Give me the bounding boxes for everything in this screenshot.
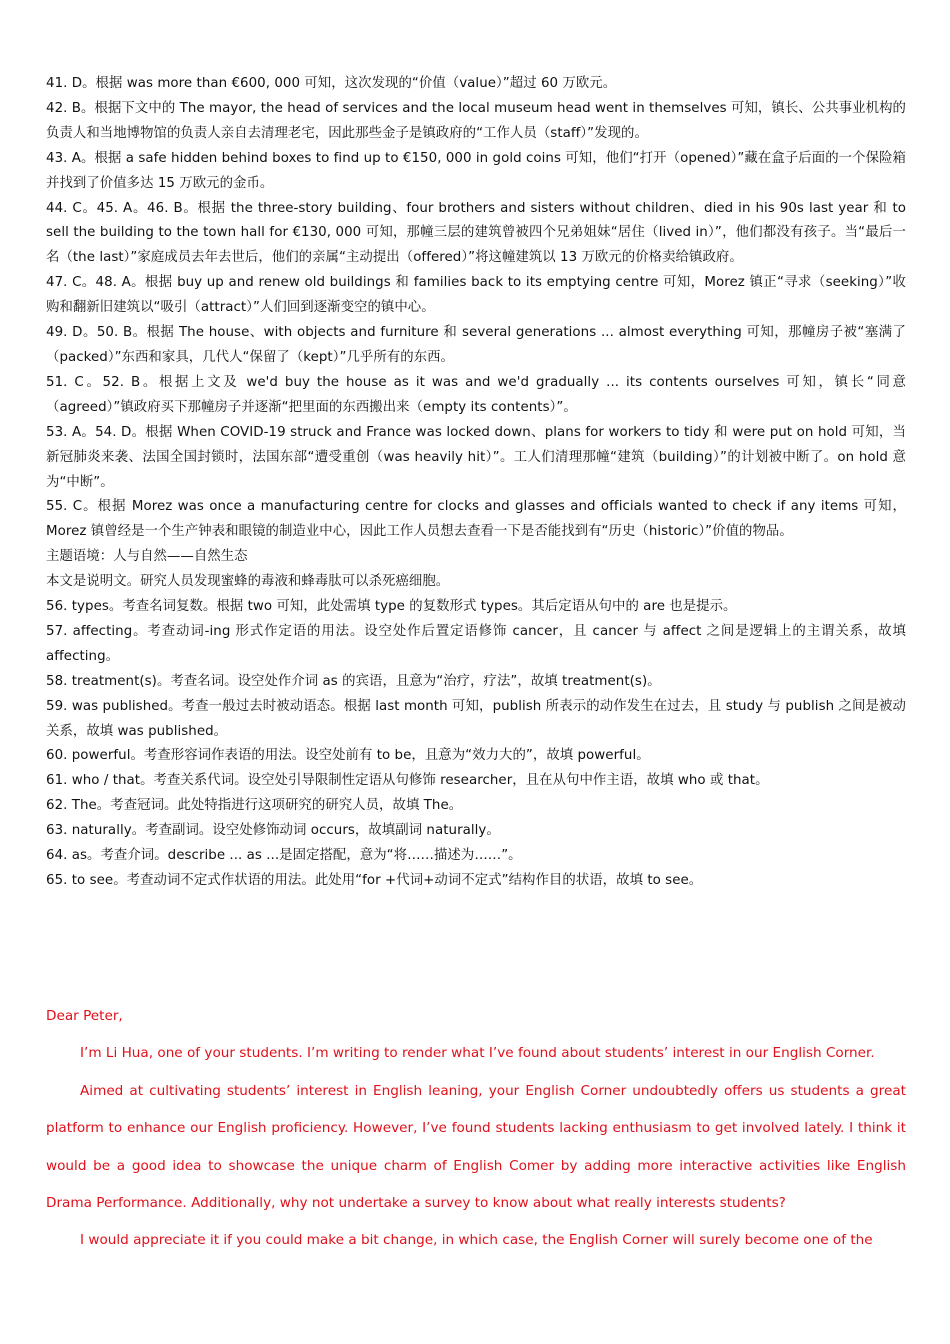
letter-paragraph-1: I’m Li Hua, one of your students. I’m writing to render what I’ve found about students’ interest in our English Corner. bbox=[80, 1045, 875, 1062]
letter-salutation: Dear Peter, bbox=[46, 1008, 123, 1024]
answer-53-54: 53. A。54. D。根据 When COVID-19 struck and France was locked down、plans for workers to tidy 和 were put on hold 可知，当新冠肺炎来袭、法国全国封锁时，法国东部“遭受重创（was heavily hit）”。工人们清理那幢“建筑（building）”的计划被中断了。on hold 意为“中断”。 bbox=[46, 424, 906, 490]
answer-51-52: 51. C。52. B。根据上文及 we'd buy the house as it was and we'd gradually ... its contents ourselves 可知，镇长“同意（agreed）”镇政府买下那幢房子并逐渐“把里面的东西搬出来（empty its contents）”。 bbox=[46, 374, 906, 415]
answer-41: 41. D。根据 was more than €600, 000 可知，这次发现的“价值（value）”超过 60 万欧元。 bbox=[46, 76, 617, 91]
theme-context: 主题语境：人与自然——自然生态 bbox=[46, 549, 248, 565]
letter-paragraph-2: Aimed at cultivating students’ interest in English leaning, your English Corner undoubtedly offers us students a great platform to enhance our English proficiency. However, I’ve found students lacking enthusiasm to get involved lately. I think it would be a good idea to showcase the unique charm of English Comer by adding more interactive activities like English Drama Performance. Additionally, why not undertake a survey to know about what really interests students? bbox=[46, 1082, 906, 1212]
sample-letter bbox=[46, 998, 906, 1260]
answer-44-46: 44. C。45. A。46. B。根据 the three-story building、four brothers and sisters without children、died in his 90s last year 和 to sell the building to the town hall for €130, 000 可知，那幢三层的建筑曾被四个兄弟姐妹“居住（lived in）”，他们都没有孩子。当“最后一名（the last）”家庭成员去年去世后，他们的亲属“主动提出（offered）”将这幢建筑以 13 万欧元的价格卖给镇政府。 bbox=[46, 200, 906, 266]
answer-65: 65. to see。考查动词不定式作状语的用法。此处用“for +代词+动词不定式”结构作目的状语，故填 to see。 bbox=[46, 873, 703, 888]
passage-summary: 本文是说明文。研究人员发现蜜蜂的毒液和蜂毒肽可以杀死癌细胞。 bbox=[46, 574, 450, 590]
answer-55: 55. C。根据 Morez was once a manufacturing centre for clocks and glasses and officials wanted to check if any items 可知，Morez 镇曾经是一个生产钟表和眼镜的制造业中心，因此工作人员想去查看一下是否能找到有“历史（historic）”价值的物品。 bbox=[46, 499, 906, 540]
answer-61: 61. who / that。考查关系代词。设空处引导限制性定语从句修饰 researcher，且在从句中作主语，故填 who 或 that。 bbox=[46, 773, 769, 789]
answer-58: 58. treatment(s)。考查名词。设空处作介词 as 的宾语，且意为“治疗，疗法”，故填 treatment(s)。 bbox=[46, 673, 661, 689]
answer-64: 64. as。考查介词。describe ... as ...是固定搭配，意为“将……描述为……”。 bbox=[46, 848, 522, 864]
answer-59: 59. was published。考查一般过去时被动语态。根据 last month 可知，publish 所表示的动作发生在过去，且 study 与 publish 之间是被动关系，故填 was published。 bbox=[46, 698, 906, 739]
answer-62: 62. The。考查冠词。此处特指进行这项研究的研究人员，故填 The。 bbox=[46, 798, 463, 814]
answer-42: 42. B。根据下文中的 The mayor, the head of services and the local museum head went in themselves 可知，镇长、公共事业机构的负责人和当地博物馆的负责人亲自去清理老宅，因此那些金子是镇政府的“工作人员（staff）”发现的。 bbox=[46, 100, 906, 141]
answer-43: 43. A。根据 a safe hidden behind boxes to find up to €150, 000 in gold coins 可知，他们“打开（opened）”藏在盒子后面的一个保险箱并找到了价值多达 15 万欧元的金币。 bbox=[46, 150, 906, 191]
answer-56: 56. types。考查名词复数。根据 two 可知，此处需填 type 的复数形式 types。其后定语从句中的 are 也是提示。 bbox=[46, 599, 737, 615]
answer-49-50: 49. D。50. B。根据 The house、with objects and furniture 和 several generations ... almost everything 可知，那幢房子被“塞满了（packed）”东西和家具，几代人“保留了（kept）”几乎所有的东西。 bbox=[46, 325, 906, 365]
answer-63: 63. naturally。考查副词。设空处修饰动词 occurs，故填副词 naturally。 bbox=[46, 823, 500, 839]
letter-paragraph-3: I would appreciate it if you could make a bit change, in which case, the English Corner will surely become one of the bbox=[80, 1232, 873, 1249]
answer-47-48: 47. C。48. A。根据 buy up and renew old buildings 和 families back to its emptying centre 可知，Morez 镇正“寻求（seeking）”收购和翻新旧建筑以“吸引（attract）”人们回到逐渐变空的镇中心。 bbox=[46, 275, 906, 316]
answer-60: 60. powerful。考查形容词作表语的用法。设空处前有 to be，且意为“效力大的”，故填 powerful。 bbox=[46, 748, 650, 764]
answer-key bbox=[46, 72, 906, 894]
answer-57: 57. affecting。考查动词-ing 形式作定语的用法。设空处作后置定语修饰 cancer，且 cancer 与 affect 之间是逻辑上的主谓关系，故填 affecting。 bbox=[46, 623, 906, 664]
